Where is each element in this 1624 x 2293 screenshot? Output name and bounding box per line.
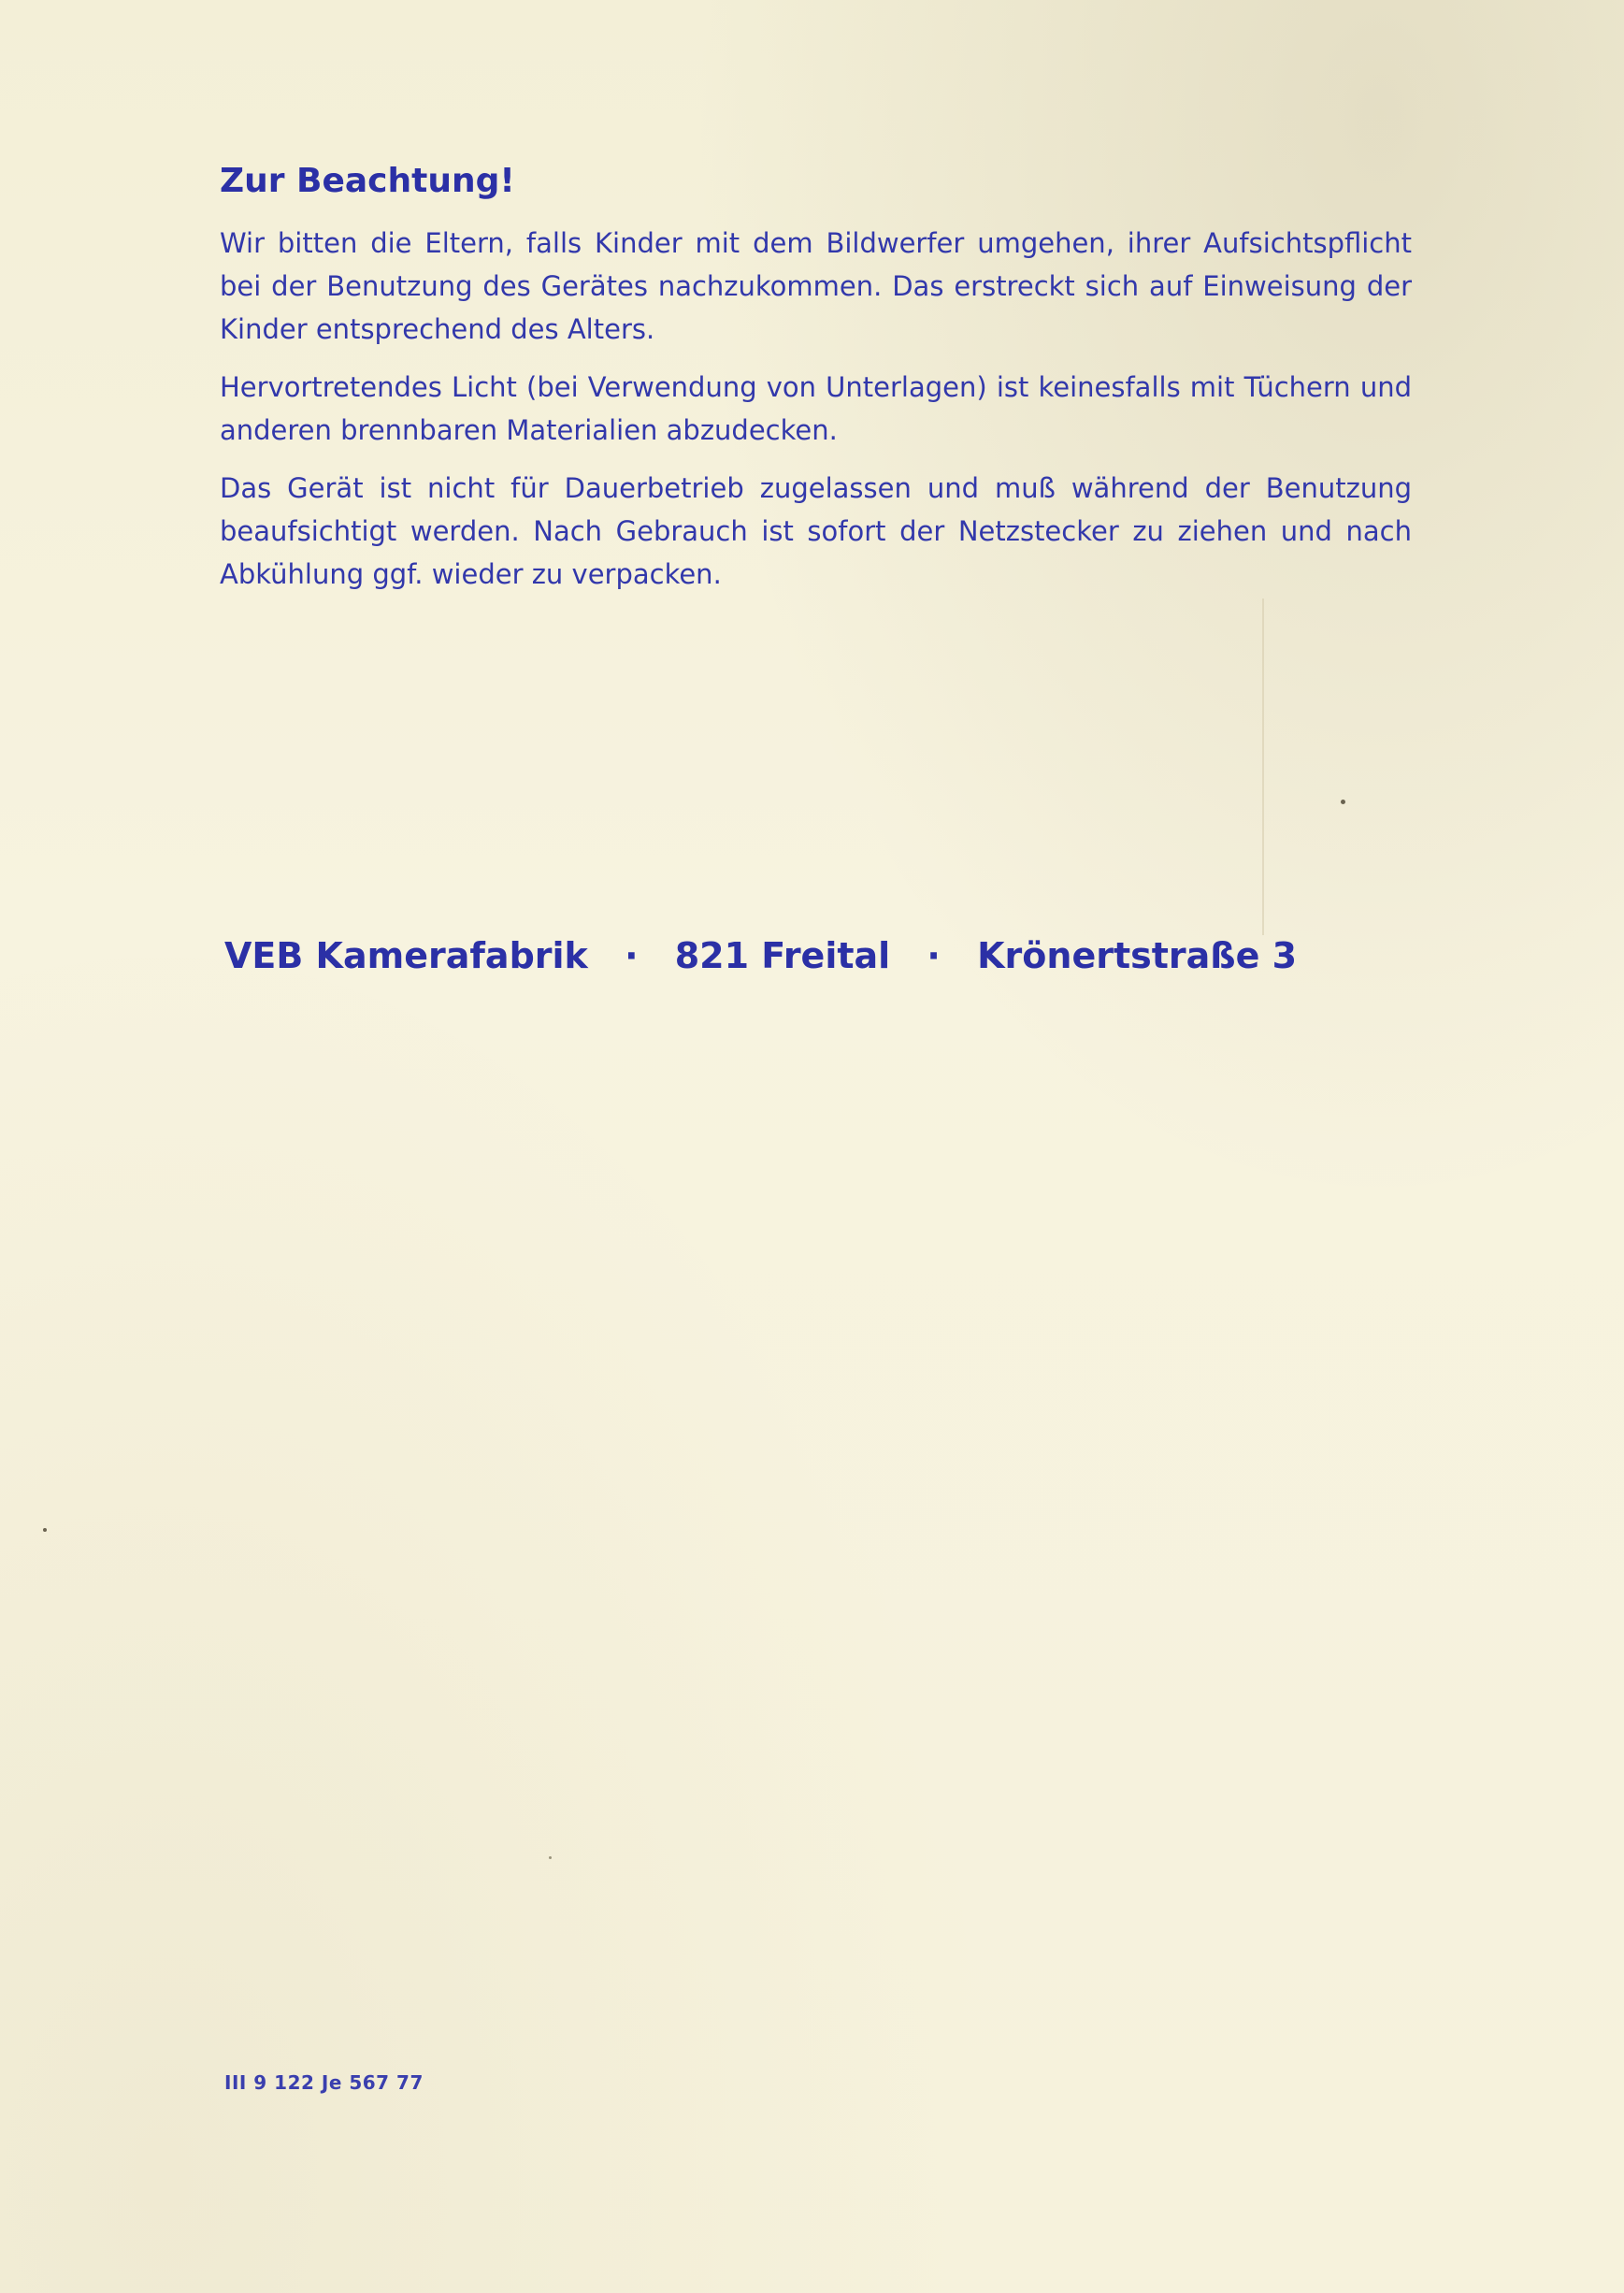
company-city: 821 Freital bbox=[674, 935, 891, 976]
print-code: III 9 122 Je 567 77 bbox=[224, 2071, 424, 2094]
company-name: VEB Kamerafabrik bbox=[224, 935, 588, 976]
manufacturer-address bbox=[224, 935, 1440, 976]
safety-notice bbox=[220, 161, 1412, 611]
address-separator: · bbox=[927, 935, 941, 976]
paper-speck bbox=[1341, 800, 1345, 804]
notice-paragraph-supervision: Wir bitten die Eltern, falls Kinder mit dem Bildwerfer umgehen, ihrer Aufsichtspflicht bei der Benutzung des Gerätes nachzukommen. Das erstreckt sich auf Einweisung der Kinder entsprechend des Alters. bbox=[220, 227, 1412, 346]
paper-fold-line bbox=[1262, 598, 1264, 935]
notice-paragraph-light: Hervortretendes Licht (bei Verwendung von Unterlagen) ist keinesfalls mit Tüchern und anderen brennbaren Materialien abzudecken. bbox=[220, 371, 1412, 447]
company-street: Krönertstraße 3 bbox=[977, 935, 1298, 976]
notice-paragraph-operation: Das Gerät ist nicht für Dauerbetrieb zugelassen und muß während der Benutzung beaufsichtigt werden. Nach Gebrauch ist sofort der Netzstecker zu ziehen und nach Abkühlung ggf. wieder zu verpacken. bbox=[220, 472, 1412, 591]
address-separator: · bbox=[625, 935, 639, 976]
paper-speck bbox=[43, 1528, 47, 1532]
notice-title: Zur Beachtung! bbox=[220, 162, 515, 200]
paper-speck bbox=[549, 1856, 552, 1859]
